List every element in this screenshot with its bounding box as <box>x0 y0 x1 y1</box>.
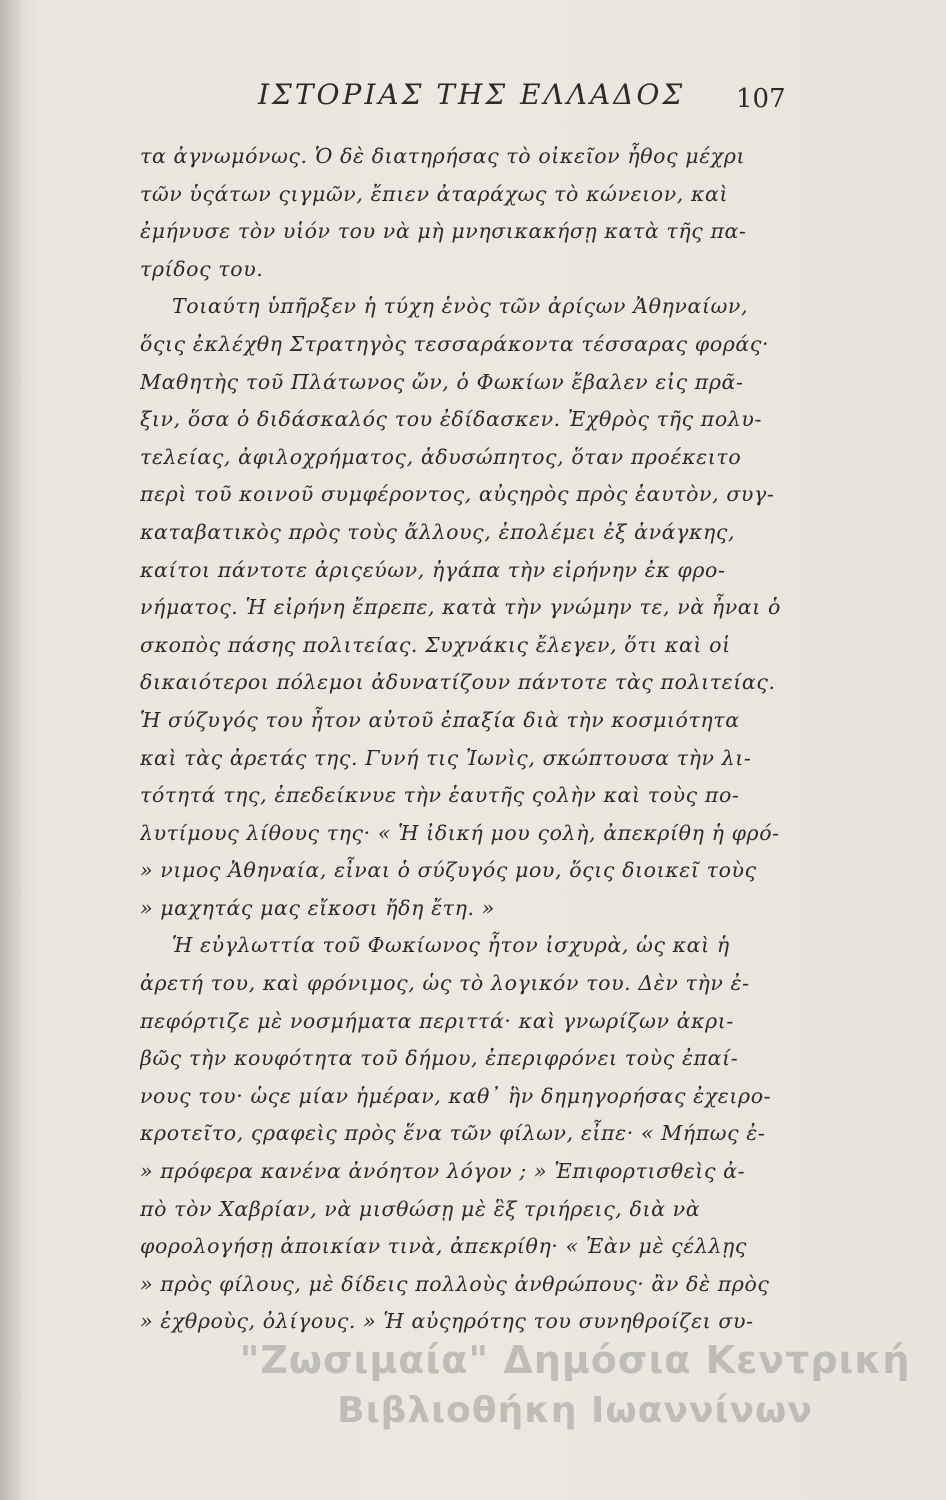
text-line: » μαχητάς μας εἴκοσι ἤδη ἔτη. » <box>140 895 495 920</box>
text-line: νους του· ὡςε μίαν ἡμέραν, καθ᾽ ἣν δημηγορήσας ἐχειρο- <box>140 1083 772 1108</box>
page-number: 107 <box>736 84 786 114</box>
text-line: πεφόρτιζε μὲ νοσμήματα περιττά· καὶ γνωρίζων ἀκρι- <box>140 1008 734 1033</box>
text-line: τα ἀγνωμόνως. Ὁ δὲ διατηρήσας τὸ οἰκεῖον ἦθος μέχρι <box>140 144 746 168</box>
text-line: » πρόφερα κανένα ἀνόητον λόγον ; » Ἐπιφορτισθεὶς ἀ- <box>140 1159 746 1184</box>
text-line: Ἡ εὐγλωττία τοῦ Φωκίωνος ἦτον ἰσχυρὰ, ὡς καὶ ἡ <box>172 933 730 958</box>
text-line: Τοιαύτη ὑπῆρξεν ἡ τύχη ἑνὸς τῶν ἀρίςων Ἀθηναίων, <box>172 294 749 319</box>
text-line: περὶ τοῦ κοινοῦ συμφέροντος, αὐςηρὸς πρὸς ἑαυτὸν, συγ- <box>140 482 775 507</box>
text-line: φορολογήσῃ ἀποικίαν τινὰ, ἀπεκρίθη· « Ἐὰν μὲ ςέλλῃς <box>140 1234 748 1259</box>
text-line: ἐμήνυσε τὸν υἱόν του νὰ μὴ μνησικακήσῃ κατὰ τῆς πα- <box>140 219 747 244</box>
text-line: καταβατικὸς πρὸς τοὺς ἄλλους, ἐπολέμει ἐξ ἀνάγκης, <box>140 519 736 544</box>
text-line: καὶ τὰς ἀρετάς της. Γυνή τις Ἰωνὶς, σκώπτουσα τὴν λι- <box>140 745 752 770</box>
text-line: καίτοι πάντοτε ἀριςεύων, ἠγάπα τὴν εἰρήνην ἐκ φρο- <box>140 557 726 582</box>
text-line: ὅςις ἐκλέχθη Στρατηγὸς τεσσαράκοντα τέσσαρας φοράς· <box>140 331 770 356</box>
text-line: τότητά της, ἐπεδείκνυε τὴν ἑαυτῆς ςολὴν καὶ τοὺς πο- <box>140 783 740 808</box>
text-line: ἀρετή του, καὶ φρόνιμος, ὡς τὸ λογικόν του. Δὲν τὴν ἐ- <box>140 971 750 996</box>
page-gutter-shadow <box>0 0 22 1500</box>
text-line: νήματος. Ἡ εἰρήνη ἔπρεπε, κατὰ τὴν γνώμην τε, νὰ ἦναι ὁ <box>140 595 781 620</box>
text-line: κροτεῖτο, ςραφεὶς πρὸς ἕνα τῶν φίλων, εἶπε· « Μήπως ἐ- <box>140 1121 766 1146</box>
text-line: τρίδος του. <box>140 256 264 281</box>
text-line: δικαιότεροι πόλεμοι ἀδυνατίζουν πάντοτε τὰς πολιτείας. <box>140 670 776 695</box>
page-header <box>258 70 818 120</box>
text-line: λυτίμους λίθους της· « Ἡ ἰδική μου ςολὴ, ἀπεκρίθη ἡ φρό- <box>140 820 780 845</box>
text-line: σκοπὸς πάσης πολιτείας. Συχνάκις ἔλεγεν, ὅτι καὶ οἱ <box>140 632 731 657</box>
text-line: » πρὸς φίλους, μὲ δίδεις πολλοὺς ἀνθρώπους· ἂν δὲ πρὸς <box>140 1271 770 1296</box>
text-line: βῶς τὴν κουφότητα τοῦ δήμου, ἐπεριφρόνει τοὺς ἐπαί- <box>140 1046 739 1071</box>
library-watermark-line-1: "Ζωσιμαία" Δημόσια Κεντρική <box>239 1338 911 1382</box>
text-line: ξιν, ὅσα ὁ διδάσκαλός του ἐδίδασκεν. Ἐχθρὸς τῆς πολυ- <box>140 407 762 432</box>
running-title: ΙΣΤΟΡΙΑΣ ΤΗΣ ΕΛΛΑΔΟΣ <box>258 78 686 111</box>
text-line: τελείας, ἀφιλοχρήματος, ἀδυσώπητος, ὅταν προέκειτο <box>140 444 742 469</box>
text-line: » ἐχθροὺς, ὀλίγους. » Ἡ αὐςηρότης του συνηθροίζει συ- <box>140 1309 754 1334</box>
text-line: Ἡ σύζυγός του ἦτον αὐτοῦ ἐπαξία διὰ τὴν κοσμιότητα <box>140 707 740 732</box>
text-line: πὸ τὸν Χαβρίαν, νὰ μισθώσῃ μὲ ἓξ τριήρεις, διὰ νὰ <box>140 1196 701 1221</box>
text-line: Μαθητὴς τοῦ Πλάτωνος ὤν, ὁ Φωκίων ἔβαλεν εἰς πρᾶ- <box>140 369 744 394</box>
text-line: » νιμος Ἀθηναία, εἶναι ὁ σύζυγός μου, ὅςις διοικεῖ τοὺς <box>140 858 757 883</box>
body-text <box>140 138 830 1341</box>
text-line: τῶν ὑςάτων ςιγμῶν, ἔπιεν ἀταράχως τὸ κώνειον, καὶ <box>140 181 729 206</box>
library-watermark-line-2: Βιβλιοθήκη Ιωαννίνων <box>337 1390 813 1431</box>
